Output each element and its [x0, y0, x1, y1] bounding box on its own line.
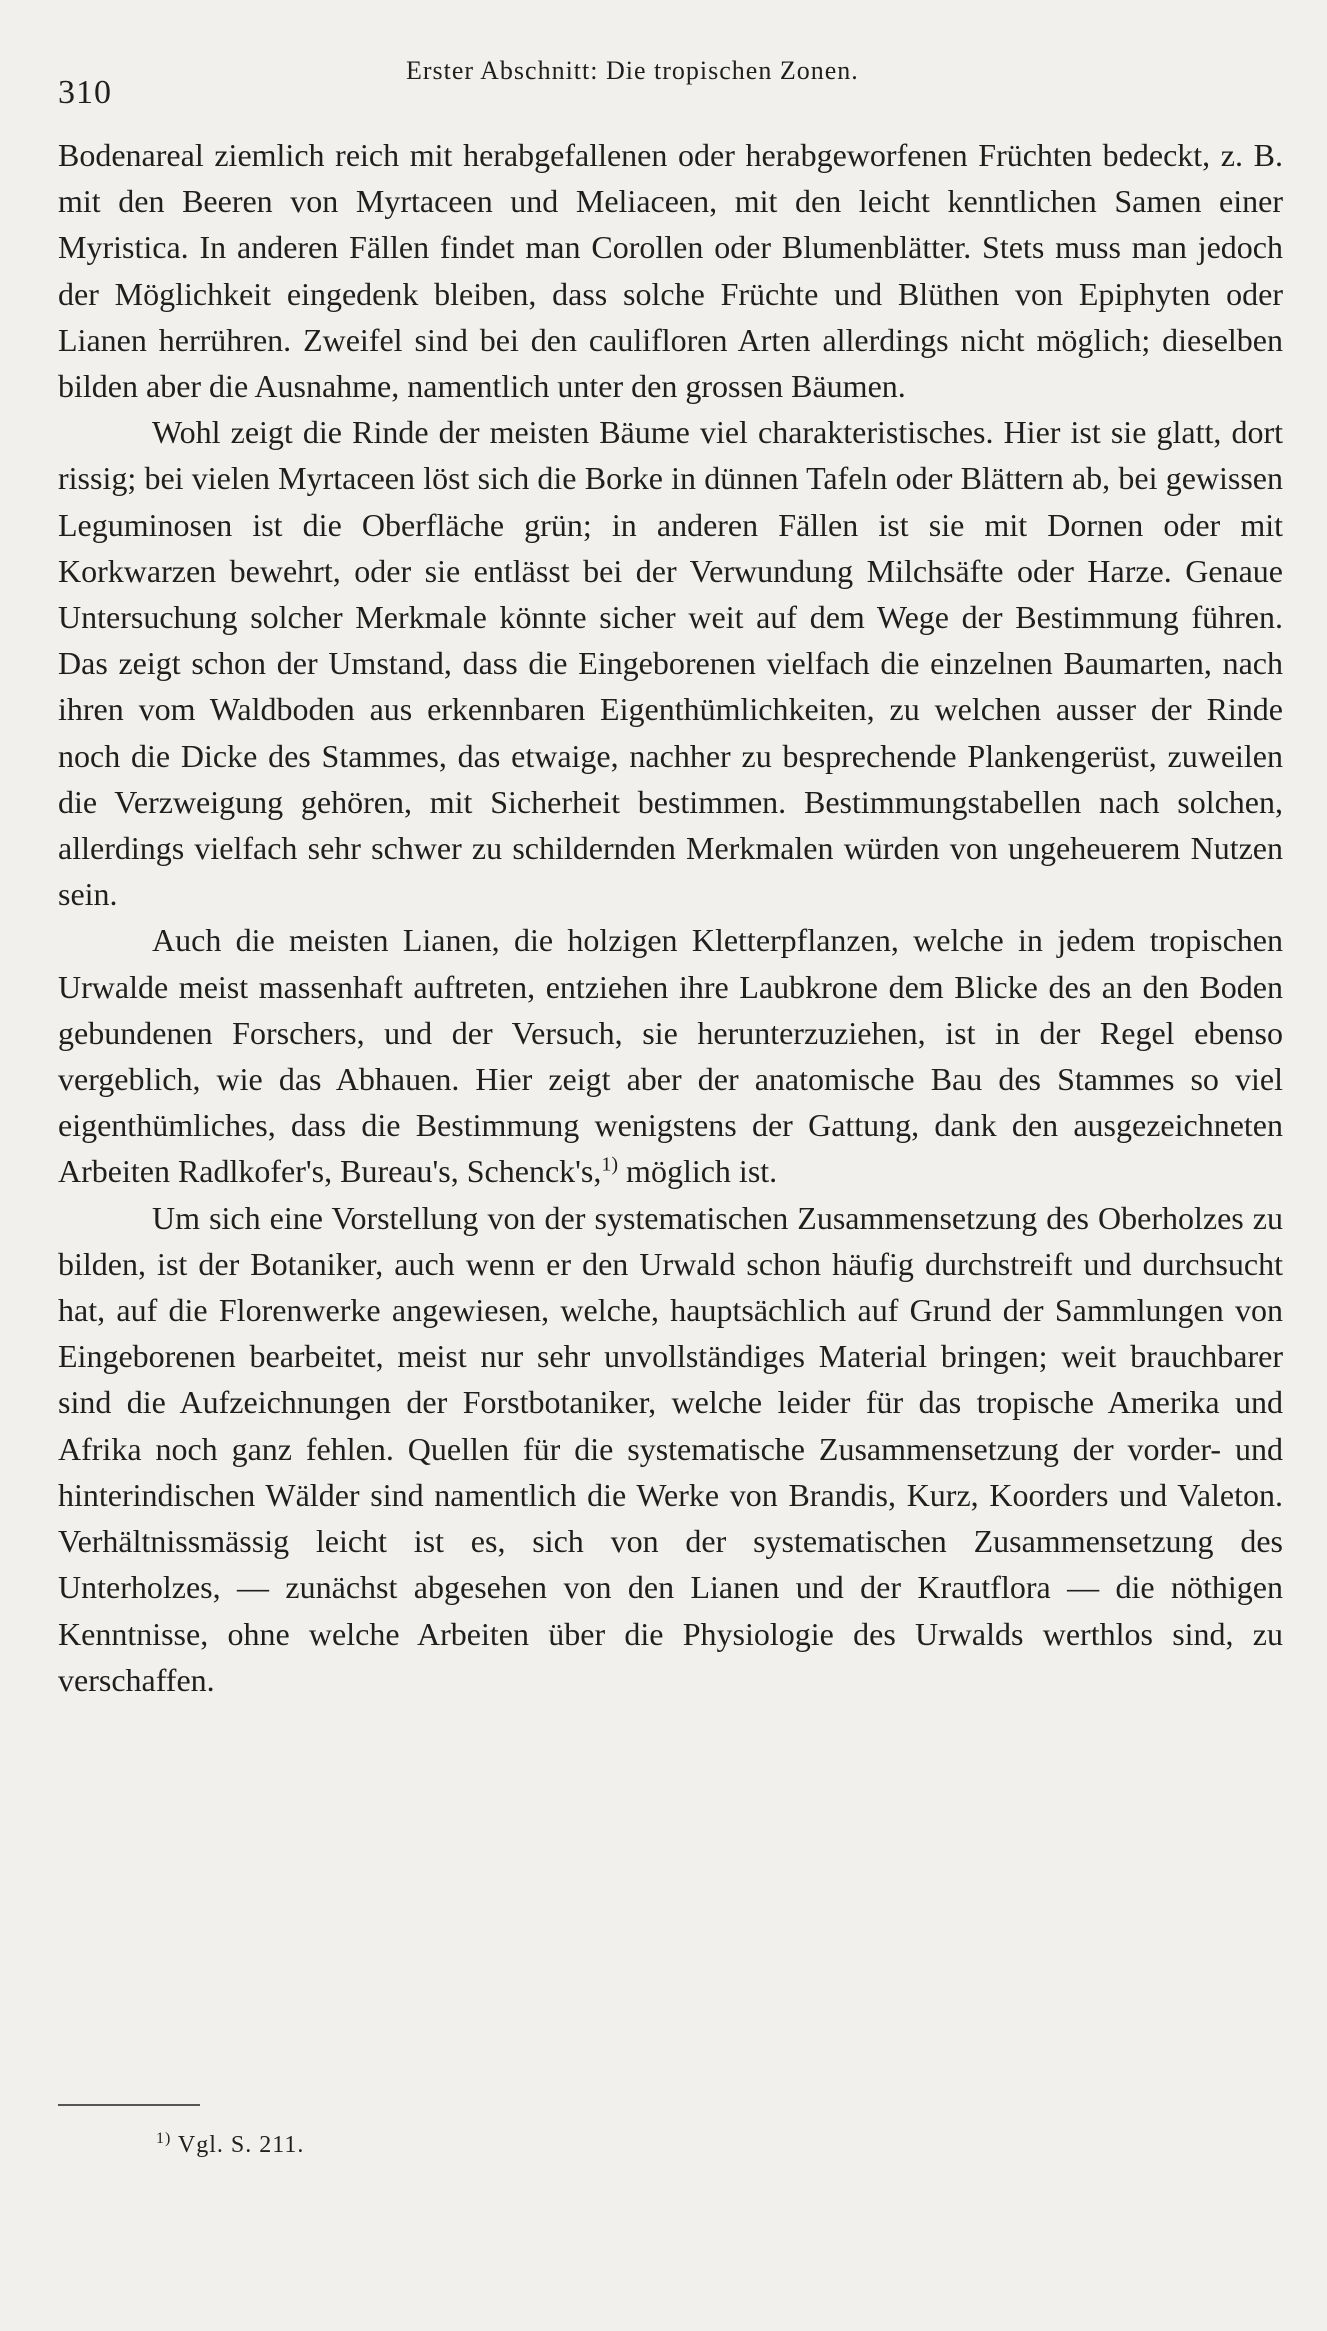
- footnote-text: Vgl. S. 211.: [171, 2132, 305, 2158]
- paragraph-4: Um sich eine Vorstellung von der systematischen Zusammensetzung des Oberholzes zu bilden, ist der Botaniker, auch wenn er den Urwald schon häufig durchstreift und durchsucht hat, auf die Florenwerke angewiesen, welche, hauptsächlich auf Grund der Sammlungen von Eingeborenen bearbeitet, meist nur sehr unvollständiges Material bringen; weit brauchbarer sind die Aufzeichnungen der Forstbotaniker, welche leider für das tropische Amerika und Afrika noch ganz fehlen. Quellen für die systematische Zusammensetzung der vorder- und hinterindischen Wälder sind namentlich die Werke von Brandis, Kurz, Koorders und Valeton. Verhältnissmässig leicht ist es, sich von der systematischen Zusammensetzung des Unterholzes, — zunächst abgesehen von den Lianen und der Krautflora — die nöthigen Kenntnisse, ohne welche Arbeiten über die Physiologie des Urwalds werthlos sind, zu verschaffen.: [58, 1199, 1283, 1698]
- page-number: 310: [58, 74, 112, 111]
- footnote-rule: [58, 2104, 200, 2106]
- paragraph-3: [58, 917, 1283, 1194]
- running-head: Erster Abschnitt: Die tropischen Zonen.: [406, 56, 859, 85]
- paragraph-3-text: Auch die meisten Lianen, die holzigen Kletterpflanzen, welche in jedem tropischen Urwalde meist massenhaft auftreten, entziehen ihre Laubkrone dem Blicke des an den Boden gebundenen Forschers, und der Versuch, sie herunterzuziehen, ist in der Regel ebenso vergeblich, wie das Abhauen. Hier zeigt aber der anatomische Bau des Stammes so viel eigenthümliches, dass die Bestimmung wenigstens der Gattung, dank den ausgezeichneten Arbeiten Radlkofer's, Bureau's, Schenck's,: [58, 922, 1283, 1190]
- paragraph-3-text-end: möglich ist.: [618, 1153, 778, 1190]
- body-text: [58, 132, 1283, 1703]
- paragraph-1: Bodenareal ziemlich reich mit herabgefallenen oder herabgeworfenen Früchten bedeckt, z. B. mit den Beeren von Myrtaceen und Meliaceen, mit den leicht kenntlichen Samen einer Myristica. In anderen Fällen findet man Corollen oder Blumenblätter. Stets muss man jedoch der Möglichkeit eingedenk bleiben, dass solche Früchte und Blüthen von Epiphyten oder Lianen herrühren. Zweifel sind bei den caulifloren Arten allerdings nicht möglich; dieselben bilden aber die Ausnahme, namentlich unter den grossen Bäumen.: [58, 137, 1283, 405]
- footnote-mark: 1): [156, 2130, 172, 2147]
- footnote-reference: 1): [601, 1153, 619, 1176]
- footnote: [156, 2132, 304, 2159]
- page-header: [58, 52, 1268, 112]
- paragraph-2: Wohl zeigt die Rinde der meisten Bäume viel charakteristisches. Hier ist sie glatt, dort rissig; bei vielen Myrtaceen löst sich die Borke in dünnen Tafeln oder Blättern ab, bei gewissen Leguminosen ist die Oberfläche grün; in anderen Fällen ist sie mit Dornen oder mit Korkwarzen bewehrt, oder sie entlässt bei der Verwundung Milchsäfte oder Harze. Genaue Untersuchung solcher Merkmale könnte sicher weit auf dem Wege der Bestimmung führen. Das zeigt schon der Umstand, dass die Eingeborenen vielfach die einzelnen Baumarten, nach ihren vom Waldboden aus erkennbaren Eigenthümlichkeiten, zu welchen ausser der Rinde noch die Dicke des Stammes, das etwaige, nachher zu besprechende Plankengerüst, zuweilen die Verzweigung gehören, mit Sicherheit bestimmen. Bestimmungstabellen nach solchen, allerdings vielfach sehr schwer zu schildernden Merkmalen würden von ungeheuerem Nutzen sein.: [58, 414, 1283, 913]
